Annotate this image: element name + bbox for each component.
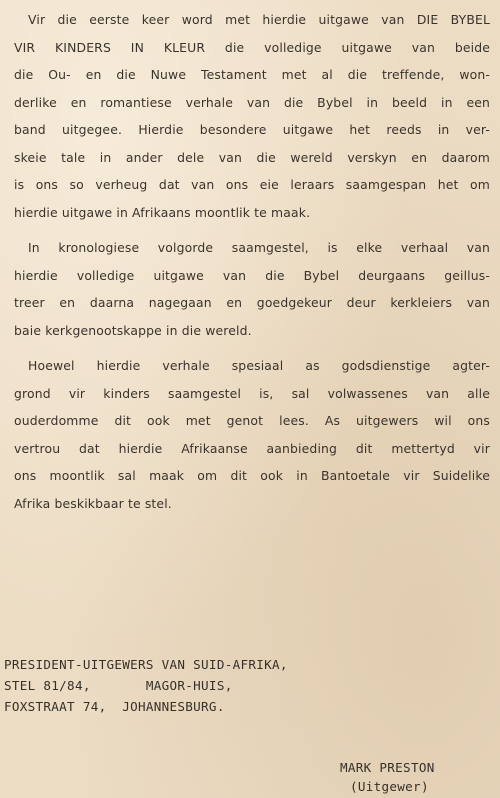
publisher-address	[4, 654, 424, 717]
text-line: VIR KINDERS IN KLEUR die volledige uitgawe van beide	[14, 39, 490, 55]
address-line: PRESIDENT-UITGEWERS VAN SUID-AFRIKA,	[4, 657, 288, 672]
text-line: band uitgegee. Hierdie besondere uitgawe het reeds in ver-	[14, 122, 490, 137]
text-line: grond vir kinders saamgestel is, sal volwassenes van alle	[14, 385, 490, 401]
text-line: hierdie volledige uitgawe van die Bybel deurgaans geillus-	[14, 267, 490, 283]
signatory-name: MARK PRESTON	[340, 760, 435, 775]
paragraph-1	[14, 6, 490, 226]
body-text	[14, 6, 490, 517]
paragraph-gap	[14, 344, 490, 352]
text-line: hierdie uitgawe in Afrikaans moontlik te maak.	[14, 204, 311, 220]
signatory-role: (Uitgewer)	[350, 779, 429, 794]
signature-block	[340, 758, 490, 796]
text-line: skeie tale in ander dele van die wereld verskyn en daarom	[14, 149, 490, 165]
text-line: die Ou- en die Nuwe Testament met al die treffende, won-	[14, 67, 490, 82]
text-line: In kronologiese volgorde saamgestel, is elke verhaal van	[28, 240, 490, 255]
text-line: ouderdomme dit ook met genot lees. As uitgewers wil ons	[14, 413, 490, 428]
paragraph-3	[14, 352, 490, 517]
text-line: derlike en romantiese verhale van die Bybel in beeld in een	[14, 94, 490, 110]
text-line: baie kerkgenootskappe in die wereld.	[14, 322, 252, 338]
paragraph-gap	[14, 226, 490, 234]
address-line: FOXSTRAAT 74, JOHANNESBURG.	[4, 699, 225, 714]
text-line: is ons so verheug dat van ons eie leraars saamgespan het om	[14, 177, 490, 192]
text-line: Afrika beskikbaar te stel.	[14, 495, 172, 511]
address-line: STEL 81/84, MAGOR-HUIS,	[4, 678, 233, 693]
text-line: treer en daarna nagegaan en goedgekeur deur kerkleiers van	[14, 295, 490, 310]
text-line: Hoewel hierdie verhale spesiaal as godsdienstige agter-	[28, 358, 490, 373]
text-line: ons moontlik sal maak om dit ook in Bantoetale vir Suidelike	[14, 468, 490, 483]
text-line: Vir die eerste keer word met hierdie uitgawe van DIE BYBEL	[28, 12, 490, 27]
paragraph-2	[14, 234, 490, 344]
text-line: vertrou dat hierdie Afrikaanse aanbieding dit mettertyd vir	[14, 440, 490, 456]
